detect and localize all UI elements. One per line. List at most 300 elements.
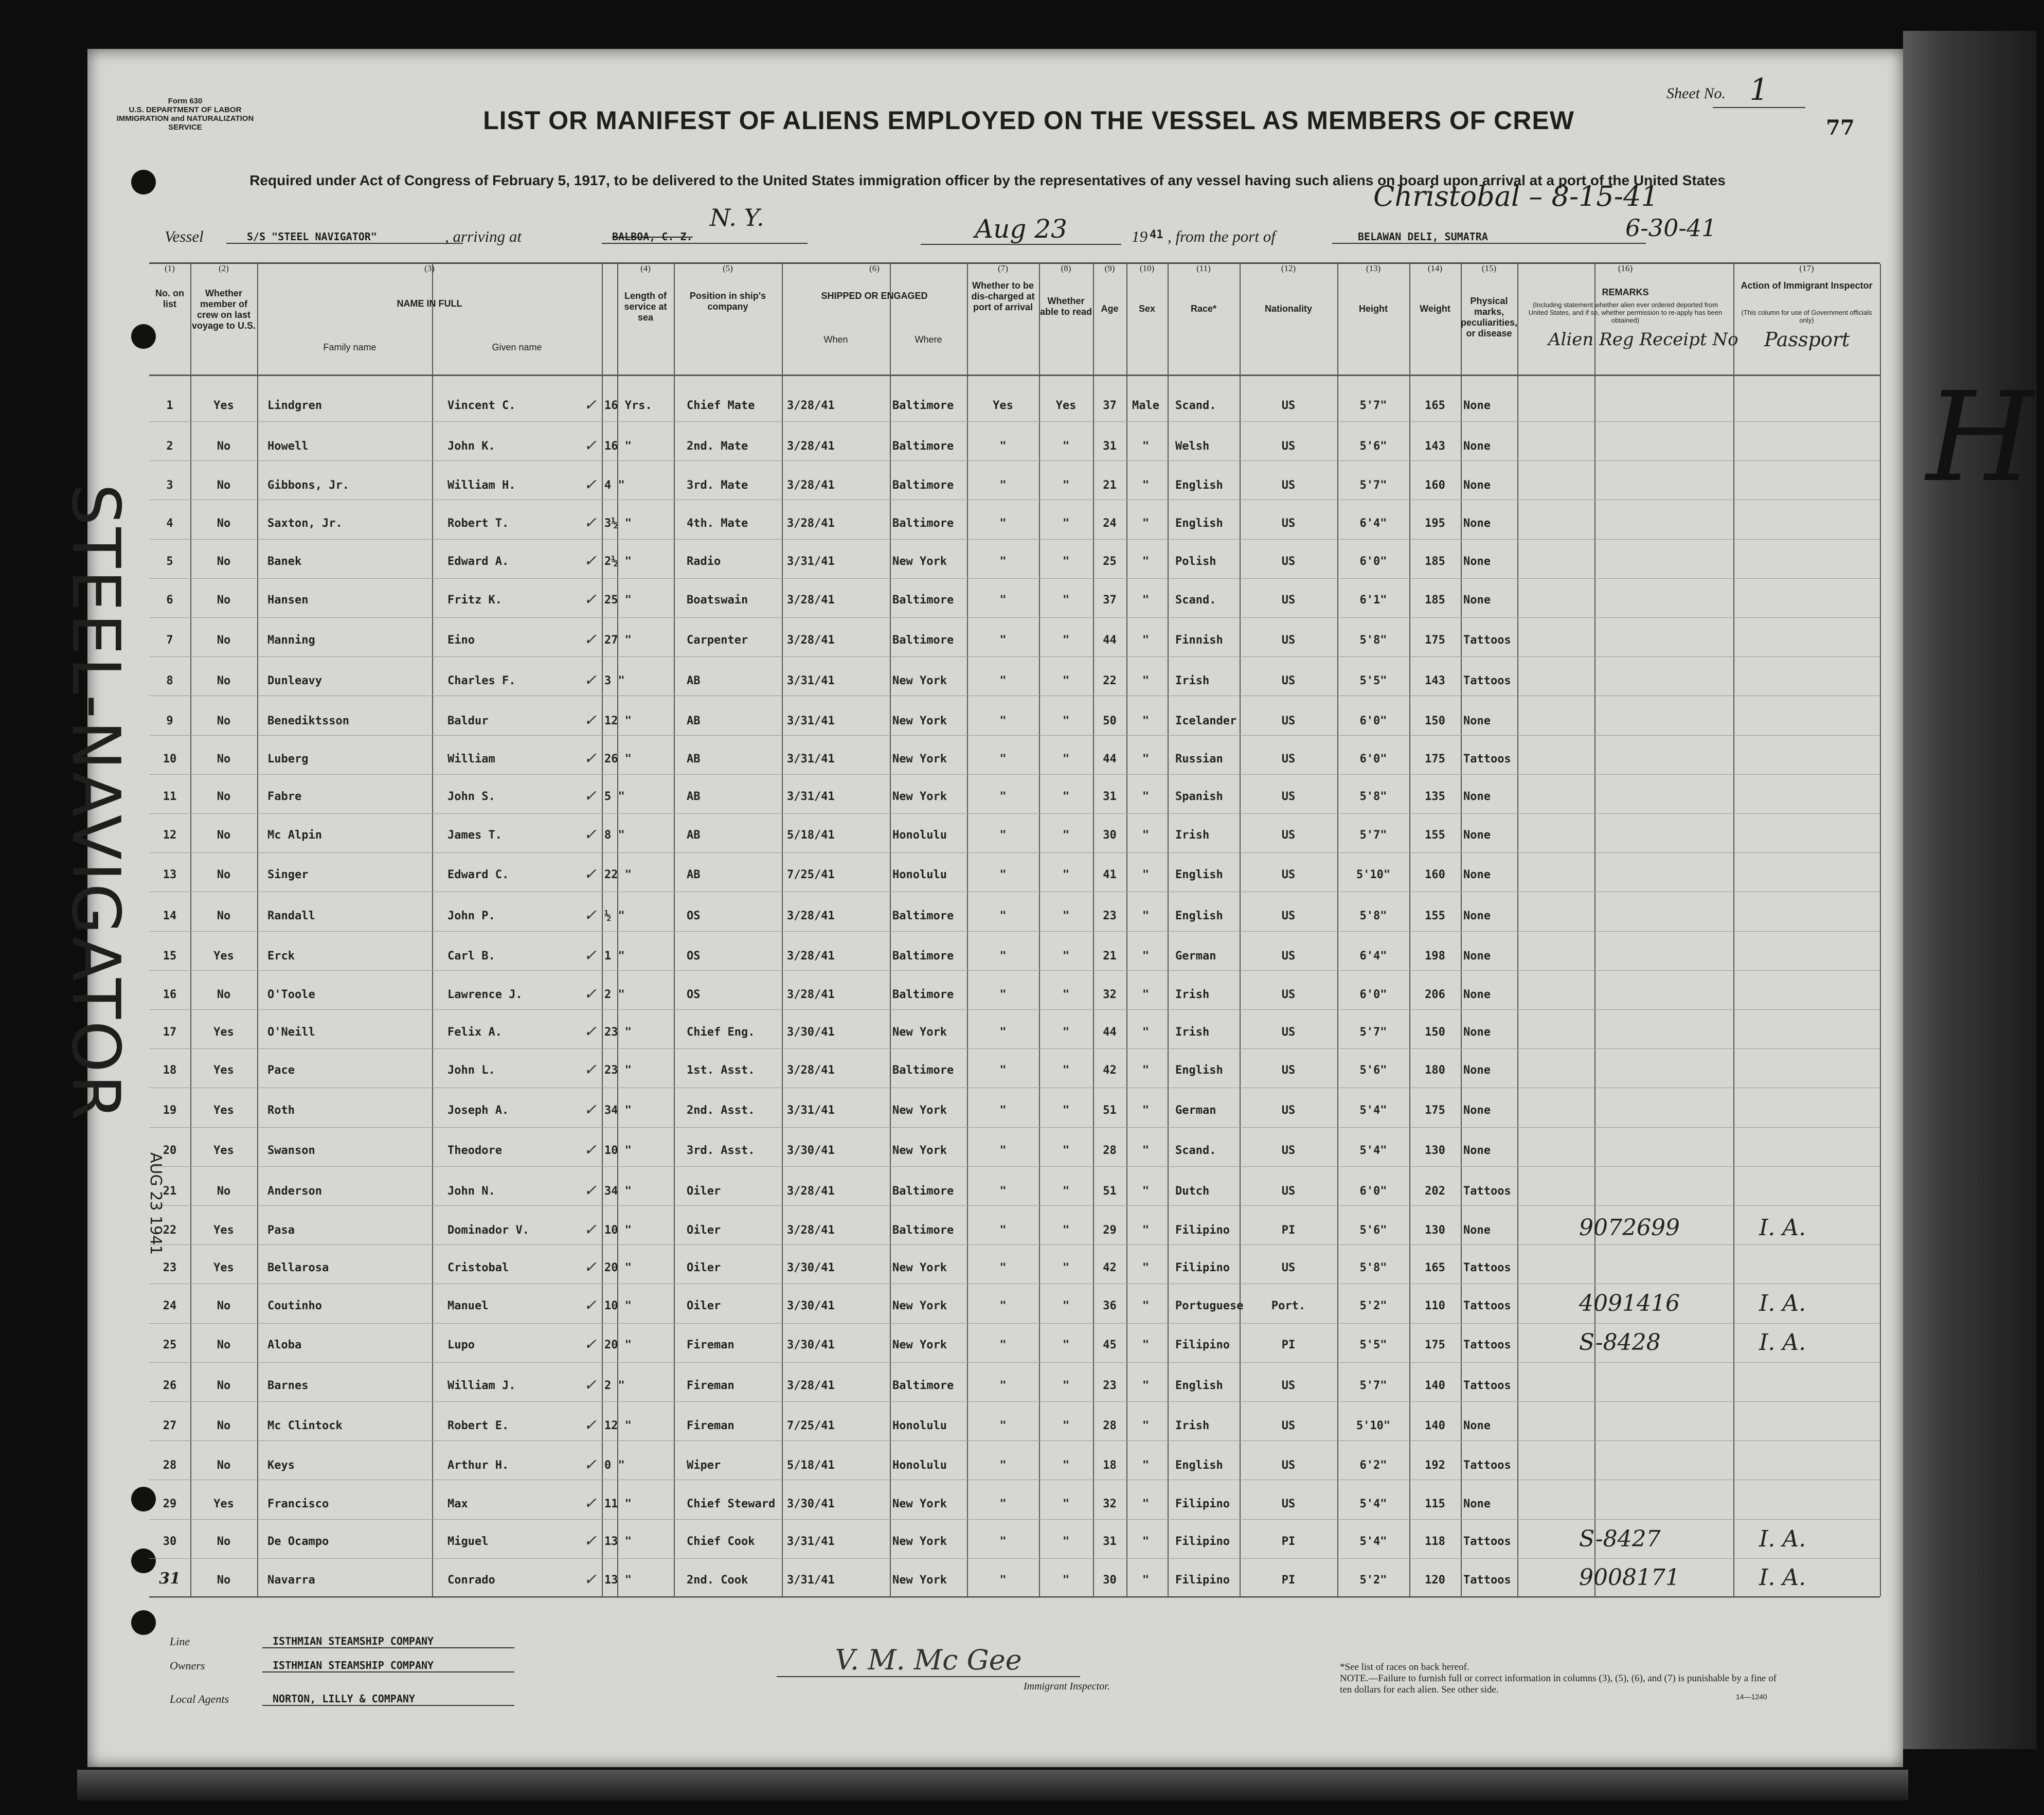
cell-family: Benediktsson [267, 714, 349, 727]
cell-given: Robert T. [447, 517, 509, 530]
cell-service: 4 " [604, 479, 625, 492]
cell-service: 10 " [604, 1144, 632, 1157]
column-number: (8) [1061, 263, 1071, 273]
cell-where: New York [892, 714, 947, 727]
cell-race: Icelander [1175, 714, 1237, 727]
cell-given: Cristobal [447, 1261, 509, 1275]
cell-read: " [1062, 714, 1070, 727]
cell-family: Roth [267, 1104, 295, 1117]
cell-race: Scand. [1175, 399, 1216, 412]
cell-age: 42 [1103, 1261, 1117, 1275]
cell-marks: Tattoos [1463, 752, 1511, 766]
cell-when: 3/28/41 [787, 517, 835, 530]
cell-last: No [217, 1379, 231, 1392]
cell-sex: " [1142, 1185, 1150, 1198]
cell-marks: Tattoos [1463, 674, 1511, 688]
arrival-date-stamp: AUG 23 1941 [147, 1152, 165, 1255]
table-row [0, 476, 2044, 510]
cell-family: Keys [267, 1459, 295, 1472]
cell-given: William H. [447, 479, 516, 492]
cell-no: 19 [163, 1104, 177, 1117]
cell-position: Boatswain [687, 594, 748, 607]
table-row [0, 631, 2044, 665]
cell-when: 5/18/41 [787, 1459, 835, 1472]
cell-age: 28 [1103, 1419, 1117, 1433]
cell-race: English [1175, 1064, 1223, 1077]
cell-disch: " [999, 1338, 1007, 1351]
cell-position: 2nd. Cook [687, 1574, 748, 1587]
page-stamp-number: 77 [1826, 116, 1855, 140]
vessel-name: S/S "STEEL NAVIGATOR" [226, 230, 463, 244]
cell-where: New York [892, 1026, 947, 1039]
cell-race: Welsh [1175, 440, 1210, 453]
cell-disch: " [999, 440, 1007, 453]
cell-marks: Tattoos [1463, 1574, 1511, 1587]
cell-marks: Tattoos [1463, 1535, 1511, 1548]
cell-weight: 185 [1425, 555, 1445, 568]
cell-no: 31 [159, 1570, 181, 1588]
cell-nat: US [1281, 1497, 1296, 1510]
column-header: Nationality [1264, 304, 1312, 314]
arriving-port-handwritten: N. Y. [710, 204, 764, 232]
cell-sex: " [1142, 868, 1150, 882]
cell-marks: None [1463, 1144, 1491, 1157]
cell-where: Baltimore [892, 1224, 954, 1237]
cell-height: 5'6" [1359, 1224, 1387, 1237]
cell-where: Baltimore [892, 909, 954, 922]
cell-nat: US [1281, 829, 1296, 842]
form-identifier: Form 630 U.S. DEPARTMENT OF LABOR IMMIGRATION and NATURALIZATION SERVICE [116, 97, 254, 132]
cell-read: " [1062, 555, 1070, 568]
cell-no: 17 [163, 1026, 177, 1039]
check-mark: ✓ [584, 1456, 597, 1474]
cell-disch: " [999, 1535, 1007, 1548]
cell-age: 21 [1103, 949, 1117, 963]
table-row [0, 1376, 2044, 1410]
table-row [0, 1416, 2044, 1450]
table-row [0, 513, 2044, 548]
cell-age: 41 [1103, 868, 1117, 882]
cell-no: 28 [163, 1459, 177, 1472]
local-agents-value: NORTON, LILLY & COMPANY [262, 1693, 514, 1706]
cell-family: Lindgren [267, 399, 322, 412]
cell-nat: US [1281, 1026, 1296, 1039]
cell-race: Portuguese [1175, 1299, 1244, 1312]
cell-read: " [1062, 1224, 1070, 1237]
cell-disch: " [999, 1144, 1007, 1157]
cell-height: 5'6" [1359, 1064, 1387, 1077]
cell-family: Randall [267, 909, 315, 922]
check-mark: ✓ [584, 1141, 597, 1159]
cell-position: Fireman [687, 1379, 734, 1392]
cell-marks: None [1463, 868, 1491, 882]
cell-family: Coutinho [267, 1299, 322, 1312]
cell-disch: " [999, 1379, 1007, 1392]
column-header: Race* [1190, 304, 1217, 314]
cell-weight: 160 [1425, 479, 1445, 492]
cell-given: Max [447, 1497, 468, 1510]
cell-disch: " [999, 1104, 1007, 1117]
column-header: Position in ship's company [689, 291, 766, 312]
cell-last: No [217, 988, 231, 1001]
column-number: (6) [869, 263, 880, 273]
sheet-number: 1 [1713, 72, 1805, 108]
cell-position: Oiler [687, 1185, 721, 1198]
cell-nat: US [1281, 790, 1296, 803]
cell-weight: 175 [1425, 634, 1445, 647]
column-number: (4) [640, 263, 651, 273]
cell-no: 21 [163, 1185, 177, 1198]
cell-service: 2 " [604, 988, 625, 1001]
cell-family: Luberg [267, 752, 309, 766]
cell-read: " [1062, 752, 1070, 766]
table-row [0, 749, 2044, 784]
column-header: Action of Immigrant Inspector [1741, 280, 1873, 291]
cell-position: Chief Eng. [687, 1026, 755, 1039]
cell-weight: 150 [1425, 1026, 1445, 1039]
vessel-line [165, 204, 1821, 252]
column-header: Where [915, 334, 942, 345]
check-mark: ✓ [584, 1335, 597, 1354]
cell-position: OS [687, 949, 701, 963]
cell-height: 5'7" [1359, 1026, 1387, 1039]
cell-age: 31 [1103, 790, 1117, 803]
cell-nat: US [1281, 752, 1296, 766]
arriving-port-typed: BALBOA, C. Z. [602, 230, 808, 244]
cell-last: No [217, 790, 231, 803]
cell-service: 23 " [604, 1064, 632, 1077]
column-header: Given name [492, 342, 542, 352]
cell-no: 11 [163, 790, 177, 803]
handwritten-h-mark: H [1926, 365, 2034, 509]
remark-alien-registration: 9072699 [1579, 1215, 1680, 1241]
cell-family: Banek [267, 555, 302, 568]
cell-where: New York [892, 1338, 947, 1351]
column-header: Whether member of crew on last voyage to U.S. [191, 288, 256, 331]
cell-disch: " [999, 674, 1007, 688]
cell-age: 30 [1103, 1574, 1117, 1587]
remark-alien-registration: S-8427 [1579, 1525, 1661, 1552]
cell-where: Baltimore [892, 988, 954, 1001]
cell-position: Oiler [687, 1224, 721, 1237]
cell-race: Irish [1175, 1419, 1210, 1433]
table-row [0, 865, 2044, 899]
check-mark: ✓ [584, 476, 597, 494]
table-row [0, 591, 2044, 625]
cell-weight: 110 [1425, 1299, 1445, 1312]
cell-sex: " [1142, 829, 1150, 842]
check-mark: ✓ [584, 1023, 597, 1041]
cell-height: 5'4" [1359, 1144, 1387, 1157]
cell-age: 23 [1103, 909, 1117, 922]
cell-given: Charles F. [447, 674, 516, 688]
check-mark: ✓ [584, 1182, 597, 1200]
cell-age: 18 [1103, 1459, 1117, 1472]
cell-read: " [1062, 1026, 1070, 1039]
cell-weight: 198 [1425, 949, 1445, 963]
cell-where: Baltimore [892, 1185, 954, 1198]
cell-service: 8 " [604, 829, 625, 842]
cell-when: 3/31/41 [787, 674, 835, 688]
cell-height: 5'2" [1359, 1299, 1387, 1312]
cell-weight: 175 [1425, 752, 1445, 766]
cell-nat: US [1281, 555, 1296, 568]
cell-read: " [1062, 1497, 1070, 1510]
cell-where: Baltimore [892, 594, 954, 607]
cell-age: 44 [1103, 752, 1117, 766]
cell-age: 42 [1103, 1064, 1117, 1077]
inspector-label: Immigrant Inspector. [1024, 1681, 1110, 1692]
cell-nat: PI [1281, 1574, 1296, 1587]
cell-disch: " [999, 1419, 1007, 1433]
cell-when: 3/28/41 [787, 909, 835, 922]
cell-given: John K. [447, 440, 495, 453]
table-row [0, 1215, 2044, 1255]
cell-last: No [217, 634, 231, 647]
cell-no: 18 [163, 1064, 177, 1077]
cell-height: 5'4" [1359, 1497, 1387, 1510]
cell-service: 5 " [604, 790, 625, 803]
cell-sex: " [1142, 1104, 1150, 1117]
cell-family: Barnes [267, 1379, 309, 1392]
cell-sex: " [1142, 949, 1150, 963]
cell-disch: " [999, 517, 1007, 530]
cell-weight: 160 [1425, 868, 1445, 882]
inspector-action: I. A. [1759, 1525, 1806, 1552]
vessel-name-stamp: STEEL-NAVIGATOR [57, 484, 134, 1123]
check-mark: ✓ [584, 1376, 597, 1394]
page-title: LIST OR MANIFEST OF ALIENS EMPLOYED ON THE VESSEL AS MEMBERS OF CREW [483, 106, 1574, 135]
cell-nat: US [1281, 909, 1296, 922]
cell-height: 5'8" [1359, 909, 1387, 922]
cell-where: Honolulu [892, 868, 947, 882]
cell-race: English [1175, 1459, 1223, 1472]
cell-read: " [1062, 790, 1070, 803]
cell-disch: " [999, 829, 1007, 842]
sheet-number-label: Sheet No. [1666, 85, 1726, 102]
cell-last: Yes [213, 1497, 234, 1510]
cell-when: 3/30/41 [787, 1261, 835, 1275]
cell-marks: None [1463, 594, 1491, 607]
check-mark: ✓ [584, 1221, 597, 1239]
cell-height: 6'0" [1359, 988, 1387, 1001]
table-row [0, 906, 2044, 940]
cell-sex: " [1142, 1299, 1150, 1312]
cell-family: Mc Clintock [267, 1419, 343, 1433]
cell-marks: Tattoos [1463, 1338, 1511, 1351]
cell-when: 3/28/41 [787, 1379, 835, 1392]
cell-where: New York [892, 1261, 947, 1275]
cell-race: German [1175, 949, 1216, 963]
cell-race: Irish [1175, 988, 1210, 1001]
cell-no: 27 [163, 1419, 177, 1433]
cell-disch: " [999, 752, 1007, 766]
cell-height: 5'7" [1359, 829, 1387, 842]
cell-no: 15 [163, 949, 177, 963]
cell-last: No [217, 517, 231, 530]
cell-where: Honolulu [892, 1459, 947, 1472]
cell-position: AB [687, 790, 701, 803]
cell-no: 7 [166, 634, 173, 647]
cell-last: No [217, 1419, 231, 1433]
cell-last: Yes [213, 1144, 234, 1157]
cell-race: Filipino [1175, 1338, 1230, 1351]
cell-position: Oiler [687, 1299, 721, 1312]
cell-sex: " [1142, 674, 1150, 688]
cell-no: 23 [163, 1261, 177, 1275]
check-mark: ✓ [584, 437, 597, 455]
cell-last: No [217, 1574, 231, 1587]
cell-read: " [1062, 594, 1070, 607]
cell-nat: US [1281, 594, 1296, 607]
cell-nat: US [1281, 714, 1296, 727]
check-mark: ✓ [584, 1100, 597, 1119]
cell-race: Scand. [1175, 1144, 1216, 1157]
cell-family: Manning [267, 634, 315, 647]
cell-age: 25 [1103, 555, 1117, 568]
cell-no: 30 [163, 1535, 177, 1548]
column-number: (5) [723, 263, 733, 273]
cell-position: Chief Mate [687, 399, 755, 412]
cell-race: English [1175, 868, 1223, 882]
cell-last: No [217, 1535, 231, 1548]
cell-race: Spanish [1175, 790, 1223, 803]
cell-read: " [1062, 1338, 1070, 1351]
cell-weight: 202 [1425, 1185, 1445, 1198]
column-header: Height [1359, 304, 1388, 314]
cell-marks: None [1463, 517, 1491, 530]
cell-family: Hansen [267, 594, 309, 607]
cell-read: " [1062, 674, 1070, 688]
cell-marks: None [1463, 1026, 1491, 1039]
cell-where: New York [892, 752, 947, 766]
column-number: (1) [165, 263, 175, 273]
check-mark: ✓ [584, 631, 597, 649]
cell-last: No [217, 868, 231, 882]
cell-where: New York [892, 674, 947, 688]
check-mark: ✓ [584, 1061, 597, 1079]
cell-height: 6'0" [1359, 714, 1387, 727]
cell-sex: " [1142, 1261, 1150, 1275]
table-row [0, 437, 2044, 471]
table-row [0, 1061, 2044, 1095]
cell-race: Filipino [1175, 1497, 1230, 1510]
cell-marks: None [1463, 909, 1491, 922]
cell-sex: " [1142, 555, 1150, 568]
cell-given: John N. [447, 1185, 495, 1198]
cell-last: Yes [213, 399, 234, 412]
cell-family: Dunleavy [267, 674, 322, 688]
cell-position: Chief Cook [687, 1535, 755, 1548]
cell-sex: " [1142, 909, 1150, 922]
action-header-handwritten: Passport [1764, 328, 1850, 351]
cell-weight: 120 [1425, 1574, 1445, 1587]
cell-nat: US [1281, 517, 1296, 530]
cell-nat: PI [1281, 1224, 1296, 1237]
cell-weight: 130 [1425, 1224, 1445, 1237]
cell-height: 5'7" [1359, 479, 1387, 492]
cell-when: 3/31/41 [787, 752, 835, 766]
cell-last: Yes [213, 949, 234, 963]
cell-last: Yes [213, 1026, 234, 1039]
cell-disch: " [999, 1459, 1007, 1472]
from-port-label: , from the port of [1168, 227, 1276, 245]
cell-family: Swanson [267, 1144, 315, 1157]
cell-race: English [1175, 1379, 1223, 1392]
cell-where: New York [892, 1144, 947, 1157]
column-header: No. on list [155, 288, 184, 309]
binder-hole [131, 170, 156, 194]
cell-position: 3rd. Asst. [687, 1144, 755, 1157]
cell-marks: None [1463, 1224, 1491, 1237]
remark-alien-registration: 9008171 [1579, 1564, 1680, 1591]
cell-given: Baldur [447, 714, 489, 727]
cell-given: Conrado [447, 1574, 495, 1587]
cell-when: 7/25/41 [787, 1419, 835, 1433]
cell-marks: None [1463, 399, 1491, 412]
cell-where: New York [892, 1299, 947, 1312]
cell-weight: 140 [1425, 1419, 1445, 1433]
line-label: Line [170, 1635, 190, 1648]
cell-race: Dutch [1175, 1185, 1210, 1198]
cell-marks: None [1463, 714, 1491, 727]
cell-age: 45 [1103, 1338, 1117, 1351]
cell-race: Irish [1175, 674, 1210, 688]
cell-no: 5 [166, 555, 173, 568]
cell-disch: " [999, 634, 1007, 647]
cell-height: 5'10" [1356, 1419, 1391, 1433]
cell-height: 5'8" [1359, 1261, 1387, 1275]
column-number: (13) [1366, 263, 1381, 273]
cell-height: 5'2" [1359, 1574, 1387, 1587]
cell-sex: " [1142, 1224, 1150, 1237]
cell-disch: " [999, 868, 1007, 882]
cell-family: Gibbons, Jr. [267, 479, 349, 492]
cell-disch: " [999, 909, 1007, 922]
cell-age: 22 [1103, 674, 1117, 688]
cell-height: 6'0" [1359, 1185, 1387, 1198]
cell-weight: 115 [1425, 1497, 1445, 1510]
cell-no: 3 [166, 479, 173, 492]
cell-position: 4th. Mate [687, 517, 748, 530]
cell-no: 12 [163, 829, 177, 842]
cell-when: 3/30/41 [787, 1299, 835, 1312]
check-mark: ✓ [584, 513, 597, 532]
inspector-action: I. A. [1759, 1290, 1806, 1316]
handwritten-port-date: Christobal – 8-15-41 [1373, 180, 1659, 212]
table-row [0, 396, 2044, 430]
cell-where: Honolulu [892, 1419, 947, 1433]
table-row [0, 1564, 2044, 1605]
cell-nat: US [1281, 1185, 1296, 1198]
cell-read: " [1062, 1185, 1070, 1198]
cell-service: ½ " [604, 909, 625, 922]
cell-read: " [1062, 634, 1070, 647]
cell-sex: " [1142, 1419, 1150, 1433]
cell-marks: Tattoos [1463, 1379, 1511, 1392]
cell-last: No [217, 1185, 231, 1198]
cell-marks: Tattoos [1463, 1299, 1511, 1312]
cell-sex: " [1142, 479, 1150, 492]
check-mark: ✓ [584, 865, 597, 884]
cell-sex: " [1142, 440, 1150, 453]
cell-position: AB [687, 714, 701, 727]
cell-marks: None [1463, 988, 1491, 1001]
cell-where: New York [892, 790, 947, 803]
cell-race: Filipino [1175, 1224, 1230, 1237]
cell-sex: Male [1132, 399, 1159, 412]
column-header: (Including statement whether alien ever ordered deported from United States, and if so, whether permission to re-apply has been obtained) [1528, 301, 1723, 324]
